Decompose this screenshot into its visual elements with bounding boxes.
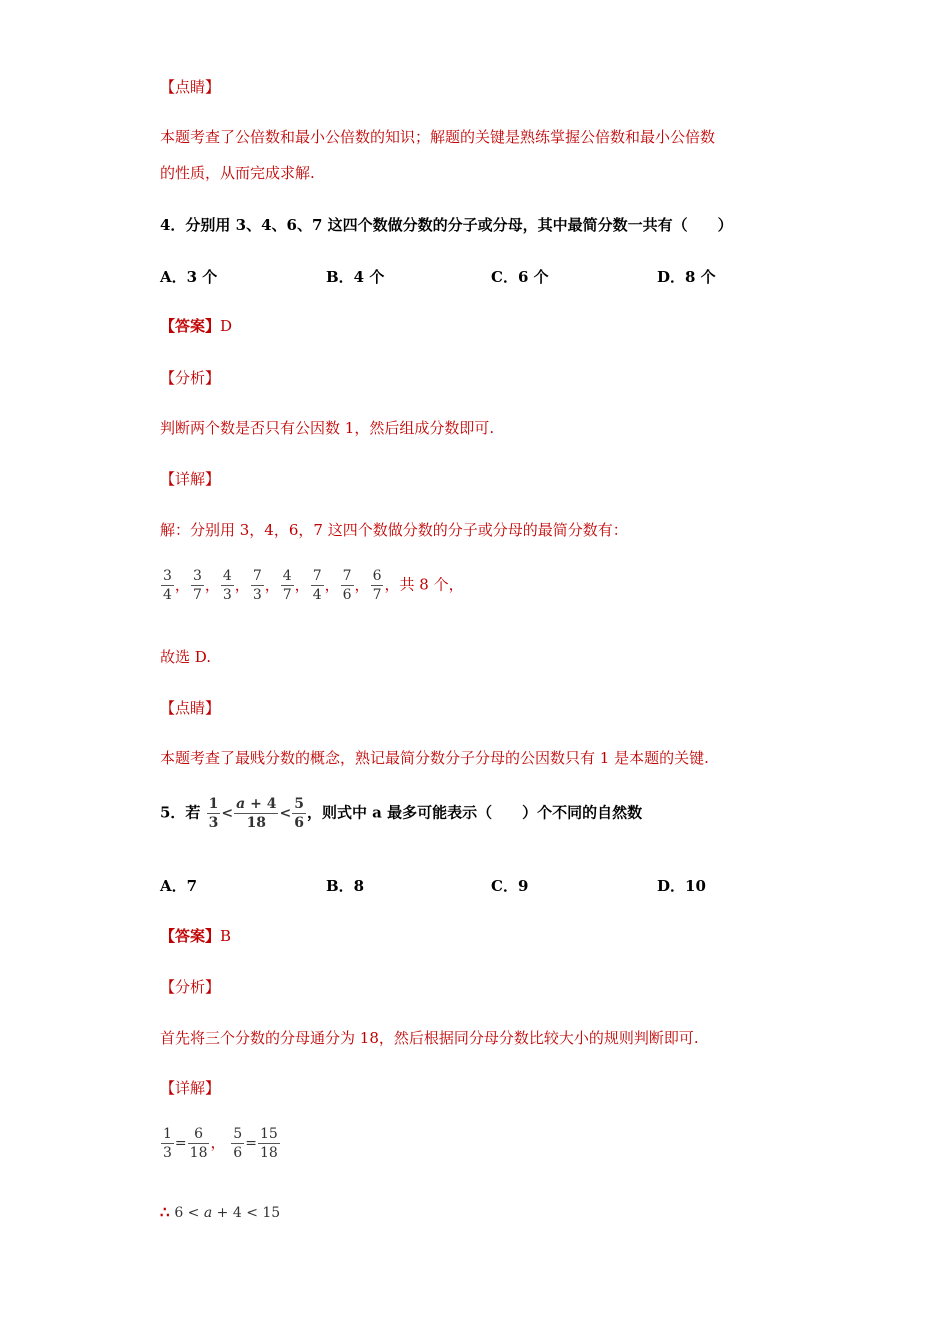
- q5-option-a: A．7: [160, 877, 198, 895]
- fraction-separator: ，: [324, 575, 340, 594]
- q5-fraction-1: $\frac{1}{3}$: [208, 796, 219, 831]
- q4-analysis: 判断两个数是否只有公因数 1，然后组成分数即可.: [160, 419, 495, 437]
- q4-answer-line: [160, 316, 232, 336]
- fraction-numerator: 7: [312, 568, 322, 584]
- q4-option-d: D．8 个: [657, 268, 716, 286]
- q4-fraction: [191, 568, 204, 603]
- q4-option-a: A．3 个: [160, 268, 218, 286]
- q4-option-c: C．6 个: [491, 268, 549, 286]
- dianjing-text-prev-2: 的性质，从而完成求解.: [160, 164, 315, 182]
- fraction-separator: ，: [354, 575, 370, 594]
- q4-conclusion: 故选 D.: [160, 648, 212, 666]
- q4-question: 4．分别用 3、4、6、7 这四个数做分数的分子或分母，其中最简分数一共有（ ）: [160, 216, 733, 234]
- fraction-numerator: 3: [192, 568, 202, 584]
- q4-option-b: B．4 个: [326, 268, 385, 286]
- q4-fraction-list: [160, 568, 384, 603]
- q4-analysis-tag: 【分析】: [160, 369, 221, 387]
- fraction-denominator: 3: [222, 587, 232, 603]
- q5-lt-2: <: [279, 805, 292, 822]
- q5-eq1-right: $\frac{6}{18}$: [189, 1126, 208, 1161]
- fraction-numerator: 4: [222, 568, 232, 584]
- fraction-numerator: 4: [282, 568, 292, 584]
- q5-option-b: B．8: [326, 877, 365, 895]
- q4-fractions: [160, 568, 464, 603]
- q4-fraction: [311, 568, 324, 603]
- therefore-symbol: ∴: [160, 1203, 170, 1221]
- fraction-denominator: 4: [163, 587, 172, 603]
- q5-prefix: 5．若: [160, 803, 201, 822]
- q4-answer: D: [220, 317, 233, 335]
- q5-final: [160, 1202, 280, 1223]
- q5-eq1-equals: =: [174, 1135, 187, 1152]
- fraction-numerator: 7: [252, 568, 262, 584]
- q5-eq-separator: ，: [210, 1133, 226, 1152]
- q5-detail-tag: 【详解】: [160, 1079, 221, 1097]
- fraction-numerator: 3: [163, 568, 172, 584]
- q4-detail-tag: 【详解】: [160, 470, 221, 488]
- q5-equations: [160, 1126, 281, 1161]
- q5-final-post: + 4 < 15: [212, 1205, 281, 1221]
- q5-eq2-equals: =: [245, 1135, 257, 1152]
- dianjing-tag-prev: 【点睛】: [160, 78, 221, 96]
- q5-eq2-right: $\frac{15}{18}$: [259, 1126, 278, 1161]
- q5-option-c: C．9: [491, 877, 529, 895]
- fraction-denominator: 6: [342, 587, 352, 603]
- q5-analysis-tag: 【分析】: [160, 978, 221, 996]
- q5-question: [160, 796, 642, 831]
- q4-dianjing: 本题考查了最贱分数的概念，熟记最简分数分子分母的公因数只有 1 是本题的关键.: [160, 749, 709, 767]
- fraction-separator: ，: [174, 575, 190, 594]
- q4-fraction: [371, 568, 384, 603]
- q4-answer-tag: 【答案】: [160, 317, 221, 335]
- q5-fraction-2: $\frac{a + 4}{18}$: [236, 796, 277, 831]
- q4-fraction: [221, 568, 234, 603]
- q4-detail: 解：分别用 3，4，6，7 这四个数做分数的分子或分母的最简分数有：: [160, 521, 628, 539]
- fraction-separator: ，: [294, 575, 310, 594]
- fraction-denominator: 4: [312, 587, 322, 603]
- q5-analysis: 首先将三个分数的分母通分为 18，然后根据同分母分数比较大小的规则判断即可.: [160, 1029, 699, 1047]
- q5-final-pre: 6 <: [174, 1205, 204, 1221]
- q5-answer-tag: 【答案】: [160, 927, 221, 945]
- fraction-separator: ，: [234, 575, 250, 594]
- q5-final-var: a: [203, 1205, 213, 1221]
- q5-option-d: D．10: [657, 877, 706, 895]
- q5-answer: B: [220, 927, 232, 945]
- q5-fraction-3: $\frac{5}{6}$: [294, 796, 304, 831]
- fraction-separator: ，: [204, 575, 220, 594]
- fraction-numerator: 7: [342, 568, 352, 584]
- q4-fraction: [251, 568, 264, 603]
- q5-eq2-left: $\frac{5}{6}$: [233, 1126, 243, 1161]
- q4-fraction: [161, 568, 174, 603]
- q5-answer-line: [160, 926, 231, 946]
- fraction-denominator: 7: [372, 587, 382, 603]
- fraction-denominator: 7: [192, 587, 202, 603]
- q4-fractions-tail: ，共 8 个，: [384, 575, 464, 594]
- fraction-denominator: 7: [282, 587, 292, 603]
- fraction-numerator: 6: [372, 568, 382, 584]
- q4-fraction: [341, 568, 354, 603]
- q4-dianjing-tag: 【点睛】: [160, 699, 221, 717]
- dianjing-text-prev-1: 本题考查了公倍数和最小公倍数的知识；解题的关键是熟练掌握公倍数和最小公倍数: [160, 128, 716, 146]
- q5-suffix: ，则式中 a 最多可能表示（ ）个不同的自然数: [306, 803, 643, 822]
- q5-lt-1: <: [221, 805, 234, 822]
- fraction-denominator: 3: [252, 587, 262, 603]
- fraction-separator: ，: [264, 575, 280, 594]
- q5-eq1-left: $\frac{1}{3}$: [163, 1126, 172, 1161]
- q4-fraction: [281, 568, 294, 603]
